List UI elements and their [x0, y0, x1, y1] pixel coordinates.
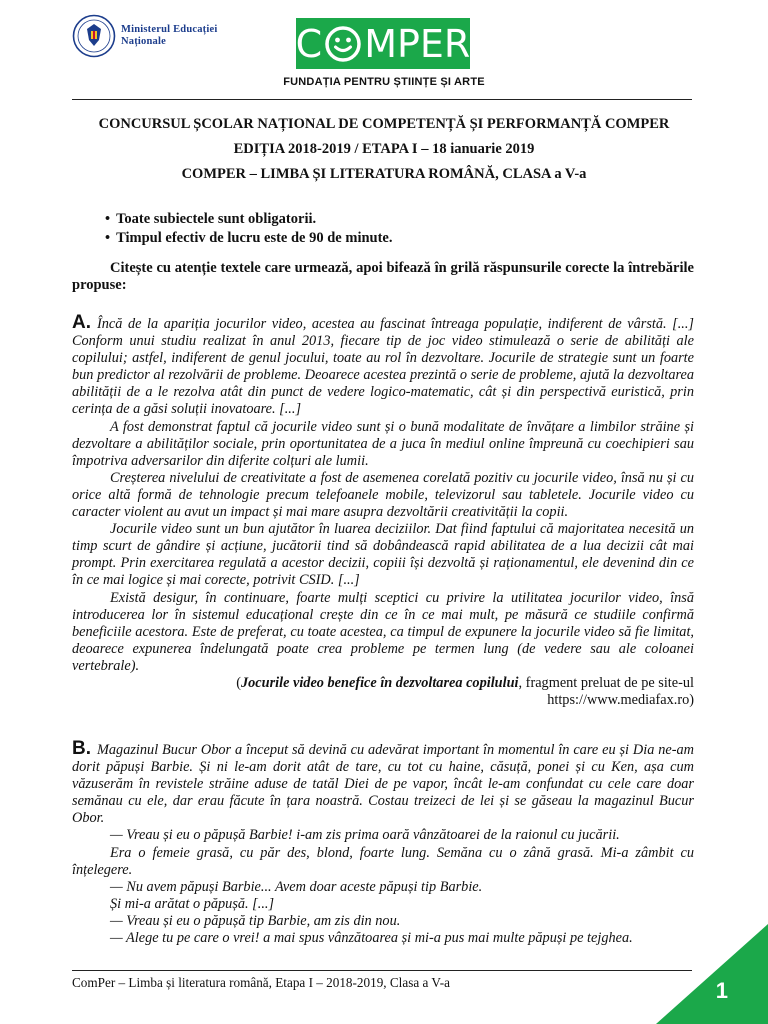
- page-corner: [656, 924, 768, 1024]
- ministry-name: [121, 24, 217, 48]
- section-b: [72, 740, 694, 947]
- section-a-paragraph: Jocurile video sunt un bun ajutător în luarea deciziilor. Dat fiind faptului că majoritatea necesită un timp scurt de gândire și acțiune, jucătorii tind să dobândească rapid abilitatea de a lua decizii cât mai prompt. Prin exercitarea regulată a acestor decizii, copiii își dezvoltă și raționamentul, ele devenind din ce în ce mai logice și mai corecte, potrivit CSID. [...]: [72, 521, 694, 589]
- paragraph-text: Magazinul Bucur Obor a început să devină cu adevărat important în momentul în care eu și Dia ne-am dorit păpuși Barbie. Și ni le-am dorit atât de tare, cu tot cu haine, căsuță, ponei și cu Ken, așa cum văzuserăm în revistele străine aduse de tatăl Diei de pe vapor, încât le-am confundat cu cele care doar semănau cu ele, dar erau făcute în țara noastră. Costau treizeci de lei și se găseau la magazinul Bucur Obor.: [72, 742, 694, 827]
- section-a-paragraph: [72, 314, 694, 419]
- instruction-item: • Timpul efectiv de lucru este de 90 de minute.: [105, 229, 393, 248]
- footer-text: ComPer – Limba și literatura română, Etapa I – 2018-2019, Clasa a V-a: [72, 975, 450, 990]
- subject-title: COMPER – LIMBA ȘI LITERATURA ROMÂNĂ, CLASA a V-a: [181, 166, 587, 182]
- contest-title: CONCURSUL ȘCOLAR NAȚIONAL DE COMPETENȚĂ ȘI PERFORMANȚĂ COMPER: [98, 116, 670, 132]
- dialogue-line: — Alege tu pe care o vrei! a mai spus vânzătoarea și mi-a pus mai multe păpuși pe tejghea.: [110, 930, 633, 947]
- smiley-icon: [323, 24, 363, 64]
- source-url: https://www.mediafax.ro): [547, 692, 694, 709]
- comper-logo: [296, 18, 470, 69]
- section-a-letter: A.: [72, 312, 91, 333]
- section-a-paragraph: Creșterea nivelului de creativitate a fost de asemenea corelată pozitiv cu jocurile video, însă nu și cu orice altă formă de tehnologie precum telefoanele mobile, televizorul sau tabletele. Jocurile video cu caracter violent au avut un impact și mai mare asupra dezvoltării creativității la copii.: [72, 469, 694, 521]
- lead-instruction: Citește cu atenție textele care urmează, apoi bifează în grilă răspunsurile corecte la întrebările propuse:: [72, 260, 694, 293]
- corner-triangle-icon: [656, 924, 768, 1024]
- source-title: Jocurile video benefice în dezvoltarea copilului: [240, 674, 519, 691]
- source-citation: [72, 675, 694, 709]
- dialogue-line: — Nu avem păpuși Barbie... Avem doar aceste păpuși tip Barbie.: [110, 878, 483, 895]
- source-rest: , fragment preluat de pe site-ul: [518, 674, 694, 691]
- ministry-logo: [72, 14, 217, 58]
- section-b-paragraph: [72, 740, 694, 827]
- ministry-seal-icon: [72, 14, 116, 58]
- ministry-line1: Ministerul Educației: [121, 24, 218, 35]
- footer-divider: [72, 970, 692, 971]
- section-a-paragraph: Există desigur, în continuare, foarte mulți sceptici cu privire la utilitatea jocurilor video, însă introducerea lor în sistemul educațional crește din ce în ce mai mult, pe măsură ce studiile confirmă beneficiile acestora. Este de preferat, cu toate acestea, ca timpul de expunere la jocurile video să fie limitat, deoarece expunerea îndelungată poate crea probleme pe termen lung (de vedere sau ale coloanei vertebrale).: [72, 589, 694, 674]
- section-b-letter: B.: [72, 738, 91, 759]
- logo-text-end: MPER: [364, 21, 471, 66]
- ministry-line2: Naționale: [121, 36, 166, 47]
- logo-text-start: C: [295, 21, 323, 66]
- source-open: (: [236, 674, 241, 691]
- edition-title: EDIȚIA 2018-2019 / ETAPA I – 18 ianuarie 2019: [233, 141, 535, 157]
- section-a: [72, 314, 694, 709]
- dialogue-line: — Vreau și eu o păpușă Barbie! i-am zis prima oară vânzătoarei de la raionul cu jucării.: [110, 827, 620, 844]
- paragraph-text: Încă de la apariția jocurilor video, acestea au fascinat întreaga populație, indiferent de vârstă. [...] Conform unui studiu realizat în anul 2013, fiecare tip de joc video stimulează o serie de abilități ale copilului; astfel, indiferent de genul jocului, toate au rol în dezvoltare. Jocurile de strategie sunt un foarte bun predictor al rezolvării de probleme. Deoarece acestea prezintă o serie de probleme, ajută la dezvoltarea abilității de a le rezolva atât din punct de vedere logico-matematic, cât și din perspectivă euristică, prin cerința de a găsi soluții inovatoare. [...]: [72, 316, 694, 418]
- instructions-list: [105, 210, 393, 248]
- section-a-paragraph: A fost demonstrat faptul că jocurile video sunt și o bună modalitate de învățare a limbilor străine și dezvoltare a abilităților sociale, prin oportunitatea de a juca în mediul online împreună cu coechipieri sau împotriva adversarilor din diferite colțuri ale lumii.: [72, 418, 694, 469]
- dialogue-line: Și mi-a arătat o păpușă. [...]: [110, 895, 275, 912]
- dialogue-line: — Vreau și eu o păpușă tip Barbie, am zis din nou.: [110, 912, 401, 929]
- page-number: 1: [715, 978, 728, 1003]
- instruction-item: • Toate subiectele sunt obligatorii.: [105, 210, 393, 229]
- foundation-name: FUNDAȚIA PENTRU ȘTIINȚE ȘI ARTE: [283, 76, 485, 88]
- header-divider: [72, 99, 692, 100]
- section-b-paragraph: Era o femeie grasă, cu păr des, blond, foarte lung. Semăna cu o zână grasă. Mi-a zâmbit cu înțelegere.: [72, 844, 694, 878]
